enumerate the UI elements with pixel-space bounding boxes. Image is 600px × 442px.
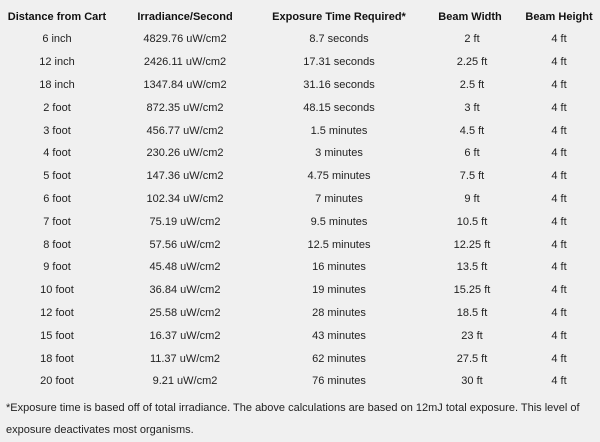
table-row bbox=[0, 279, 600, 302]
cell-irradiance: 872.35 uW/cm2 bbox=[146, 101, 224, 114]
cell-distance: 12 foot bbox=[40, 306, 74, 319]
table-row bbox=[0, 210, 600, 233]
table-row bbox=[0, 96, 600, 119]
cell-beam-width: 2.5 ft bbox=[459, 78, 485, 91]
table-row bbox=[0, 256, 600, 279]
cell-distance: 3 foot bbox=[43, 124, 71, 137]
cell-irradiance: 75.19 uW/cm2 bbox=[149, 215, 221, 228]
cell-beam-width: 12.25 ft bbox=[453, 238, 491, 251]
cell-irradiance: 230.26 uW/cm2 bbox=[146, 147, 224, 160]
cell-beam-width: 2 ft bbox=[464, 33, 480, 46]
cell-distance: 18 foot bbox=[40, 352, 74, 365]
cell-distance: 6 inch bbox=[42, 33, 72, 46]
header-beam-width: Beam Width bbox=[438, 11, 502, 23]
cell-distance: 10 foot bbox=[40, 284, 74, 297]
cell-beam-height: 4 ft bbox=[551, 284, 567, 297]
table-row bbox=[0, 324, 600, 347]
cell-beam-width: 6 ft bbox=[464, 147, 480, 160]
cell-irradiance: 57.56 uW/cm2 bbox=[149, 238, 221, 251]
cell-beam-height: 4 ft bbox=[551, 56, 567, 69]
cell-distance: 5 foot bbox=[43, 170, 71, 183]
cell-exposure-time: 62 minutes bbox=[312, 352, 366, 365]
cell-beam-width: 9 ft bbox=[464, 192, 480, 205]
cell-exposure-time: 1.5 minutes bbox=[310, 124, 368, 137]
table-row bbox=[0, 347, 600, 370]
table-row bbox=[0, 233, 600, 256]
cell-beam-width: 7.5 ft bbox=[459, 170, 485, 183]
cell-beam-height: 4 ft bbox=[551, 306, 567, 319]
cell-beam-width: 23 ft bbox=[461, 329, 483, 342]
cell-irradiance: 147.36 uW/cm2 bbox=[146, 170, 224, 183]
cell-irradiance: 1347.84 uW/cm2 bbox=[143, 78, 227, 91]
cell-exposure-time: 7 minutes bbox=[315, 192, 363, 205]
cell-beam-height: 4 ft bbox=[551, 124, 567, 137]
cell-exposure-time: 48.15 seconds bbox=[303, 101, 375, 114]
uv-exposure-table-container bbox=[0, 6, 600, 393]
cell-beam-height: 4 ft bbox=[551, 261, 567, 274]
header-beam-height: Beam Height bbox=[525, 11, 593, 23]
cell-beam-width: 10.5 ft bbox=[456, 215, 488, 228]
cell-distance: 7 foot bbox=[43, 215, 71, 228]
table-row bbox=[0, 119, 600, 142]
cell-irradiance: 102.34 uW/cm2 bbox=[146, 192, 224, 205]
cell-distance: 4 foot bbox=[43, 147, 71, 160]
cell-exposure-time: 31.16 seconds bbox=[303, 78, 375, 91]
cell-exposure-time: 12.5 minutes bbox=[307, 238, 371, 251]
cell-beam-height: 4 ft bbox=[551, 78, 567, 91]
cell-beam-width: 18.5 ft bbox=[456, 306, 488, 319]
table-row bbox=[0, 370, 600, 393]
cell-irradiance: 16.37 uW/cm2 bbox=[149, 329, 221, 342]
cell-beam-height: 4 ft bbox=[551, 352, 567, 365]
cell-irradiance: 11.37 uW/cm2 bbox=[149, 352, 221, 365]
cell-distance: 18 inch bbox=[39, 78, 75, 91]
cell-beam-width: 3 ft bbox=[464, 101, 480, 114]
table-row bbox=[0, 51, 600, 74]
cell-beam-height: 4 ft bbox=[551, 33, 567, 46]
cell-beam-width: 13.5 ft bbox=[456, 261, 488, 274]
uv-exposure-table bbox=[0, 6, 600, 393]
cell-distance: 12 inch bbox=[39, 56, 75, 69]
cell-exposure-time: 17.31 seconds bbox=[303, 56, 375, 69]
exposure-footnote: *Exposure time is based off of total irradiance. The above calculations are based on 12mJ total exposure. This level of exposure deactivates most organisms. bbox=[6, 402, 580, 436]
header-exposure-time: Exposure Time Required* bbox=[272, 11, 406, 23]
cell-exposure-time: 9.5 minutes bbox=[310, 215, 368, 228]
cell-beam-width: 30 ft bbox=[461, 375, 483, 388]
cell-exposure-time: 28 minutes bbox=[312, 306, 366, 319]
cell-beam-width: 4.5 ft bbox=[459, 124, 485, 137]
cell-beam-width: 15.25 ft bbox=[453, 284, 491, 297]
cell-irradiance: 9.21 uW/cm2 bbox=[152, 375, 218, 388]
cell-beam-height: 4 ft bbox=[551, 375, 567, 388]
cell-beam-height: 4 ft bbox=[551, 238, 567, 251]
cell-exposure-time: 3 minutes bbox=[315, 147, 363, 160]
cell-distance: 15 foot bbox=[40, 329, 74, 342]
cell-distance: 20 foot bbox=[40, 375, 74, 388]
cell-beam-width: 27.5 ft bbox=[456, 352, 488, 365]
cell-distance: 8 foot bbox=[43, 238, 71, 251]
cell-exposure-time: 19 minutes bbox=[312, 284, 366, 297]
cell-irradiance: 25.58 uW/cm2 bbox=[149, 306, 221, 319]
cell-irradiance: 456.77 uW/cm2 bbox=[146, 124, 224, 137]
cell-distance: 9 foot bbox=[43, 261, 71, 274]
cell-exposure-time: 8.7 seconds bbox=[309, 33, 369, 46]
cell-irradiance: 45.48 uW/cm2 bbox=[149, 261, 221, 274]
table-row bbox=[0, 165, 600, 188]
cell-exposure-time: 43 minutes bbox=[312, 329, 366, 342]
table-row bbox=[0, 74, 600, 97]
table-row bbox=[0, 28, 600, 51]
cell-irradiance: 2426.11 uW/cm2 bbox=[143, 56, 227, 69]
cell-beam-height: 4 ft bbox=[551, 192, 567, 205]
cell-beam-height: 4 ft bbox=[551, 215, 567, 228]
table-row bbox=[0, 302, 600, 325]
cell-irradiance: 4829.76 uW/cm2 bbox=[143, 33, 227, 46]
cell-beam-height: 4 ft bbox=[551, 329, 567, 342]
cell-exposure-time: 16 minutes bbox=[312, 261, 366, 274]
table-header-row bbox=[0, 6, 600, 28]
cell-exposure-time: 76 minutes bbox=[312, 375, 366, 388]
cell-exposure-time: 4.75 minutes bbox=[307, 170, 371, 183]
header-distance: Distance from Cart bbox=[7, 11, 107, 23]
cell-beam-width: 2.25 ft bbox=[456, 56, 488, 69]
cell-irradiance: 36.84 uW/cm2 bbox=[149, 284, 221, 297]
cell-distance: 2 foot bbox=[43, 101, 71, 114]
cell-beam-height: 4 ft bbox=[551, 147, 567, 160]
table-row bbox=[0, 188, 600, 211]
cell-beam-height: 4 ft bbox=[551, 101, 567, 114]
table-row bbox=[0, 142, 600, 165]
cell-distance: 6 foot bbox=[43, 192, 71, 205]
header-irradiance: Irradiance/Second bbox=[137, 11, 233, 23]
cell-beam-height: 4 ft bbox=[551, 170, 567, 183]
